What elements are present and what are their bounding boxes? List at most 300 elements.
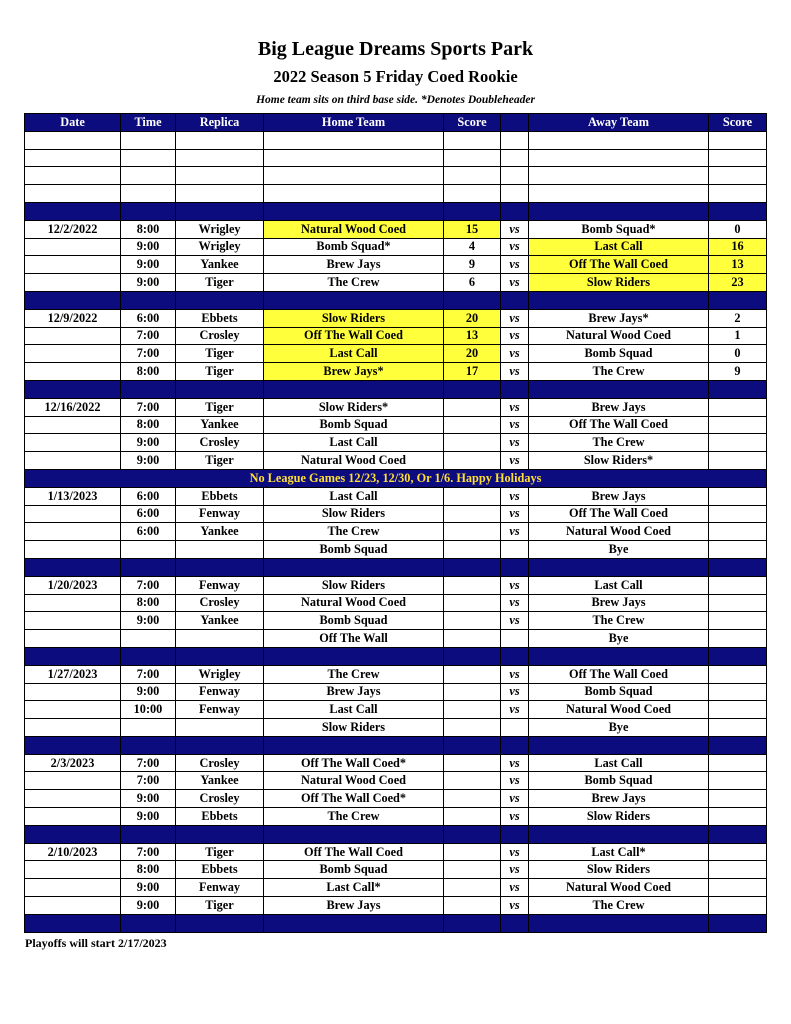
separator-cell xyxy=(25,380,121,398)
away-team-cell: Natural Wood Coed xyxy=(529,701,709,719)
game-row xyxy=(25,416,767,434)
away-team-cell: Brew Jays xyxy=(529,594,709,612)
separator-cell xyxy=(264,736,444,754)
empty-cell xyxy=(176,131,264,149)
date-cell xyxy=(25,416,121,434)
home-score-cell xyxy=(444,416,501,434)
separator-row xyxy=(25,202,767,220)
replica-cell: Crosley xyxy=(176,594,264,612)
time-cell xyxy=(121,630,176,648)
game-row xyxy=(25,879,767,897)
empty-cell xyxy=(529,131,709,149)
separator-cell xyxy=(176,647,264,665)
separator-cell xyxy=(529,558,709,576)
separator-cell xyxy=(121,825,176,843)
away-team-cell: Bomb Squad* xyxy=(529,220,709,238)
separator-cell xyxy=(709,736,767,754)
vs-label: vs xyxy=(501,220,529,238)
empty-cell xyxy=(176,185,264,203)
home-score-cell xyxy=(444,843,501,861)
game-row xyxy=(25,843,767,861)
away-score-cell: 9 xyxy=(709,363,767,381)
away-team-cell: Bye xyxy=(529,719,709,737)
replica-cell: Fenway xyxy=(176,701,264,719)
home-score-cell xyxy=(444,879,501,897)
separator-cell xyxy=(709,825,767,843)
empty-cell xyxy=(709,131,767,149)
separator-cell xyxy=(501,558,529,576)
time-cell xyxy=(121,719,176,737)
home-score-cell xyxy=(444,808,501,826)
time-cell: 7:00 xyxy=(121,327,176,345)
home-team-cell: Brew Jays xyxy=(264,256,444,274)
home-team-cell: Slow Riders* xyxy=(264,398,444,416)
separator-row xyxy=(25,380,767,398)
separator-cell xyxy=(25,736,121,754)
date-cell xyxy=(25,808,121,826)
date-cell xyxy=(25,897,121,915)
column-header-vs xyxy=(501,114,529,132)
vs-label: vs xyxy=(501,434,529,452)
separator-cell xyxy=(444,914,501,932)
column-header-home-team: Home Team xyxy=(264,114,444,132)
away-team-cell: Bomb Squad xyxy=(529,772,709,790)
away-team-cell: Off The Wall Coed xyxy=(529,505,709,523)
vs-label: vs xyxy=(501,861,529,879)
game-row xyxy=(25,808,767,826)
date-cell xyxy=(25,452,121,470)
vs-label: vs xyxy=(501,576,529,594)
vs-label: vs xyxy=(501,523,529,541)
away-score-cell xyxy=(709,452,767,470)
date-cell xyxy=(25,541,121,559)
home-score-cell xyxy=(444,523,501,541)
schedule-body xyxy=(25,131,767,932)
vs-label: vs xyxy=(501,505,529,523)
replica-cell: Tiger xyxy=(176,452,264,470)
vs-label: vs xyxy=(501,345,529,363)
game-row xyxy=(25,274,767,292)
separator-cell xyxy=(501,914,529,932)
date-cell xyxy=(25,719,121,737)
home-team-cell: Off The Wall Coed* xyxy=(264,754,444,772)
away-team-cell: Brew Jays xyxy=(529,487,709,505)
time-cell: 7:00 xyxy=(121,754,176,772)
vs-label: vs xyxy=(501,274,529,292)
away-team-cell: Brew Jays xyxy=(529,790,709,808)
separator-cell xyxy=(709,291,767,309)
separator-cell xyxy=(709,914,767,932)
date-cell: 12/2/2022 xyxy=(25,220,121,238)
empty-cell xyxy=(444,149,501,167)
home-score-cell xyxy=(444,754,501,772)
date-cell xyxy=(25,434,121,452)
vs-label: vs xyxy=(501,843,529,861)
home-score-cell xyxy=(444,719,501,737)
away-team-cell: The Crew xyxy=(529,897,709,915)
home-team-cell: The Crew xyxy=(264,665,444,683)
vs-label: vs xyxy=(501,398,529,416)
replica-cell: Tiger xyxy=(176,897,264,915)
vs-label: vs xyxy=(501,772,529,790)
date-cell xyxy=(25,879,121,897)
game-row xyxy=(25,790,767,808)
home-score-cell xyxy=(444,683,501,701)
away-score-cell xyxy=(709,897,767,915)
separator-cell xyxy=(501,291,529,309)
empty-cell xyxy=(709,167,767,185)
separator-cell xyxy=(444,825,501,843)
away-score-cell xyxy=(709,665,767,683)
away-team-cell: Slow Riders xyxy=(529,274,709,292)
empty-cell xyxy=(709,149,767,167)
game-row xyxy=(25,701,767,719)
home-score-cell: 6 xyxy=(444,274,501,292)
away-team-cell: Slow Riders xyxy=(529,861,709,879)
date-cell xyxy=(25,505,121,523)
separator-cell xyxy=(176,380,264,398)
home-score-cell: 20 xyxy=(444,345,501,363)
replica-cell xyxy=(176,719,264,737)
date-cell xyxy=(25,523,121,541)
home-team-cell: Natural Wood Coed xyxy=(264,594,444,612)
date-cell xyxy=(25,683,121,701)
separator-cell xyxy=(444,558,501,576)
time-cell: 8:00 xyxy=(121,220,176,238)
away-score-cell xyxy=(709,701,767,719)
separator-row xyxy=(25,558,767,576)
time-cell: 10:00 xyxy=(121,701,176,719)
empty-cell xyxy=(176,149,264,167)
home-team-cell: Off The Wall Coed xyxy=(264,327,444,345)
separator-cell xyxy=(529,380,709,398)
home-team-cell: Natural Wood Coed xyxy=(264,772,444,790)
date-cell xyxy=(25,256,121,274)
vs-label: vs xyxy=(501,701,529,719)
time-cell: 7:00 xyxy=(121,665,176,683)
home-score-cell xyxy=(444,576,501,594)
vs-label xyxy=(501,630,529,648)
separator-row xyxy=(25,825,767,843)
away-score-cell xyxy=(709,879,767,897)
time-cell: 9:00 xyxy=(121,790,176,808)
home-score-cell xyxy=(444,594,501,612)
replica-cell: Wrigley xyxy=(176,238,264,256)
time-cell: 7:00 xyxy=(121,345,176,363)
vs-label: vs xyxy=(501,790,529,808)
vs-label: vs xyxy=(501,327,529,345)
home-score-cell xyxy=(444,701,501,719)
table-header-row xyxy=(25,114,767,132)
away-score-cell xyxy=(709,576,767,594)
separator-cell xyxy=(176,202,264,220)
separator-cell xyxy=(176,825,264,843)
away-score-cell: 1 xyxy=(709,327,767,345)
away-team-cell: Off The Wall Coed xyxy=(529,665,709,683)
away-team-cell: Natural Wood Coed xyxy=(529,879,709,897)
away-score-cell xyxy=(709,754,767,772)
game-row xyxy=(25,754,767,772)
game-row xyxy=(25,523,767,541)
empty-cell xyxy=(25,185,121,203)
empty-cell xyxy=(25,167,121,185)
away-team-cell: Slow Riders* xyxy=(529,452,709,470)
separator-cell xyxy=(529,914,709,932)
home-team-cell: Slow Riders xyxy=(264,719,444,737)
date-cell xyxy=(25,327,121,345)
separator-cell xyxy=(121,202,176,220)
away-score-cell xyxy=(709,808,767,826)
date-cell: 2/3/2023 xyxy=(25,754,121,772)
replica-cell: Yankee xyxy=(176,612,264,630)
away-score-cell xyxy=(709,398,767,416)
away-score-cell xyxy=(709,772,767,790)
away-team-cell: Last Call xyxy=(529,754,709,772)
away-score-cell xyxy=(709,416,767,434)
game-row xyxy=(25,398,767,416)
replica-cell: Crosley xyxy=(176,790,264,808)
home-team-cell: Bomb Squad xyxy=(264,541,444,559)
game-row xyxy=(25,665,767,683)
away-score-cell xyxy=(709,523,767,541)
separator-cell xyxy=(709,202,767,220)
separator-cell xyxy=(121,558,176,576)
home-score-cell xyxy=(444,861,501,879)
separator-cell xyxy=(264,291,444,309)
home-team-cell: Bomb Squad xyxy=(264,416,444,434)
separator-cell xyxy=(529,202,709,220)
vs-label: vs xyxy=(501,808,529,826)
home-score-cell xyxy=(444,434,501,452)
separator-cell xyxy=(121,736,176,754)
date-cell xyxy=(25,594,121,612)
separator-cell xyxy=(264,202,444,220)
separator-cell xyxy=(25,914,121,932)
game-row xyxy=(25,683,767,701)
separator-cell xyxy=(529,291,709,309)
away-score-cell xyxy=(709,434,767,452)
time-cell: 9:00 xyxy=(121,897,176,915)
home-score-cell xyxy=(444,772,501,790)
separator-row xyxy=(25,736,767,754)
time-cell: 6:00 xyxy=(121,487,176,505)
empty-cell xyxy=(264,131,444,149)
game-row xyxy=(25,612,767,630)
away-score-cell xyxy=(709,612,767,630)
vs-label: vs xyxy=(501,594,529,612)
separator-cell xyxy=(444,380,501,398)
empty-cell xyxy=(444,185,501,203)
vs-label xyxy=(501,719,529,737)
empty-cell xyxy=(264,185,444,203)
column-header-time: Time xyxy=(121,114,176,132)
game-row xyxy=(25,576,767,594)
home-team-cell: The Crew xyxy=(264,808,444,826)
separator-cell xyxy=(121,914,176,932)
date-cell: 12/9/2022 xyxy=(25,309,121,327)
home-team-cell: Last Call xyxy=(264,345,444,363)
separator-row xyxy=(25,647,767,665)
replica-cell: Tiger xyxy=(176,843,264,861)
home-team-cell: Off The Wall xyxy=(264,630,444,648)
replica-cell: Ebbets xyxy=(176,808,264,826)
playoffs-note: Playoffs will start 2/17/2023 xyxy=(25,936,167,950)
away-score-cell: 13 xyxy=(709,256,767,274)
separator-cell xyxy=(501,736,529,754)
replica-cell: Crosley xyxy=(176,434,264,452)
replica-cell: Wrigley xyxy=(176,665,264,683)
date-cell: 12/16/2022 xyxy=(25,398,121,416)
home-score-cell xyxy=(444,630,501,648)
replica-cell: Ebbets xyxy=(176,861,264,879)
home-team-cell: Natural Wood Coed xyxy=(264,220,444,238)
home-team-cell: Slow Riders xyxy=(264,309,444,327)
date-cell xyxy=(25,861,121,879)
page-title: Big League Dreams Sports Park xyxy=(257,38,534,60)
game-row xyxy=(25,719,767,737)
time-cell: 7:00 xyxy=(121,843,176,861)
separator-cell xyxy=(176,291,264,309)
separator-cell xyxy=(501,202,529,220)
blank-row xyxy=(25,167,767,185)
vs-label: vs xyxy=(501,665,529,683)
away-score-cell xyxy=(709,505,767,523)
away-team-cell: Slow Riders xyxy=(529,808,709,826)
game-row xyxy=(25,594,767,612)
separator-cell xyxy=(121,291,176,309)
separator-cell xyxy=(444,202,501,220)
time-cell: 9:00 xyxy=(121,612,176,630)
home-team-cell: Bomb Squad* xyxy=(264,238,444,256)
replica-cell xyxy=(176,630,264,648)
home-score-cell: 20 xyxy=(444,309,501,327)
replica-cell: Tiger xyxy=(176,398,264,416)
away-team-cell: Bye xyxy=(529,630,709,648)
replica-cell: Tiger xyxy=(176,274,264,292)
away-score-cell: 0 xyxy=(709,220,767,238)
empty-cell xyxy=(121,167,176,185)
replica-cell: Fenway xyxy=(176,505,264,523)
separator-cell xyxy=(25,291,121,309)
separator-cell xyxy=(444,291,501,309)
separator-cell xyxy=(25,202,121,220)
separator-cell xyxy=(176,914,264,932)
page-subtitle: 2022 Season 5 Friday Coed Rookie xyxy=(273,67,518,86)
separator-cell xyxy=(264,825,444,843)
game-row xyxy=(25,220,767,238)
time-cell: 8:00 xyxy=(121,416,176,434)
game-row xyxy=(25,238,767,256)
separator-cell xyxy=(264,914,444,932)
time-cell: 9:00 xyxy=(121,238,176,256)
home-score-cell xyxy=(444,790,501,808)
replica-cell: Yankee xyxy=(176,416,264,434)
away-team-cell: Brew Jays xyxy=(529,398,709,416)
time-cell: 9:00 xyxy=(121,274,176,292)
separator-cell xyxy=(501,647,529,665)
home-score-cell xyxy=(444,452,501,470)
empty-cell xyxy=(709,185,767,203)
empty-cell xyxy=(25,149,121,167)
time-cell: 6:00 xyxy=(121,309,176,327)
replica-cell: Fenway xyxy=(176,879,264,897)
home-team-cell: Last Call xyxy=(264,487,444,505)
blank-row xyxy=(25,149,767,167)
date-cell xyxy=(25,274,121,292)
separator-cell xyxy=(501,825,529,843)
away-score-cell xyxy=(709,487,767,505)
empty-cell xyxy=(501,185,529,203)
empty-cell xyxy=(121,131,176,149)
empty-cell xyxy=(501,167,529,185)
replica-cell: Crosley xyxy=(176,754,264,772)
game-row xyxy=(25,861,767,879)
separator-cell xyxy=(529,825,709,843)
date-cell xyxy=(25,612,121,630)
home-score-cell xyxy=(444,897,501,915)
replica-cell: Ebbets xyxy=(176,487,264,505)
separator-cell xyxy=(501,380,529,398)
empty-cell xyxy=(501,149,529,167)
away-team-cell: The Crew xyxy=(529,363,709,381)
column-header-away-score: Score xyxy=(709,114,767,132)
vs-label: vs xyxy=(501,238,529,256)
date-cell xyxy=(25,363,121,381)
separator-cell xyxy=(709,558,767,576)
holiday-notice: No League Games 12/23, 12/30, Or 1/6. Happy Holidays xyxy=(25,469,767,487)
vs-label: vs xyxy=(501,879,529,897)
date-cell: 1/27/2023 xyxy=(25,665,121,683)
home-team-cell: Brew Jays xyxy=(264,897,444,915)
home-score-cell: 15 xyxy=(444,220,501,238)
blank-row xyxy=(25,185,767,203)
home-team-cell: The Crew xyxy=(264,523,444,541)
game-row xyxy=(25,630,767,648)
vs-label: vs xyxy=(501,487,529,505)
game-row xyxy=(25,487,767,505)
home-team-cell: Last Call xyxy=(264,701,444,719)
home-team-cell: Off The Wall Coed xyxy=(264,843,444,861)
game-row xyxy=(25,345,767,363)
home-score-cell: 4 xyxy=(444,238,501,256)
separator-cell xyxy=(25,647,121,665)
away-score-cell xyxy=(709,630,767,648)
home-team-cell: Brew Jays xyxy=(264,683,444,701)
away-score-cell xyxy=(709,594,767,612)
away-score-cell xyxy=(709,541,767,559)
away-team-cell: Natural Wood Coed xyxy=(529,327,709,345)
empty-cell xyxy=(121,185,176,203)
home-team-cell: The Crew xyxy=(264,274,444,292)
separator-cell xyxy=(176,736,264,754)
home-team-cell: Bomb Squad xyxy=(264,861,444,879)
vs-label: vs xyxy=(501,363,529,381)
replica-cell: Crosley xyxy=(176,327,264,345)
separator-cell xyxy=(709,647,767,665)
schedule-table xyxy=(24,113,767,933)
away-team-cell: Off The Wall Coed xyxy=(529,256,709,274)
game-row xyxy=(25,505,767,523)
date-cell xyxy=(25,772,121,790)
away-team-cell: Natural Wood Coed xyxy=(529,523,709,541)
game-row xyxy=(25,434,767,452)
replica-cell: Yankee xyxy=(176,256,264,274)
replica-cell: Ebbets xyxy=(176,309,264,327)
separator-cell xyxy=(264,380,444,398)
column-header-date: Date xyxy=(25,114,121,132)
replica-cell xyxy=(176,541,264,559)
date-cell xyxy=(25,238,121,256)
